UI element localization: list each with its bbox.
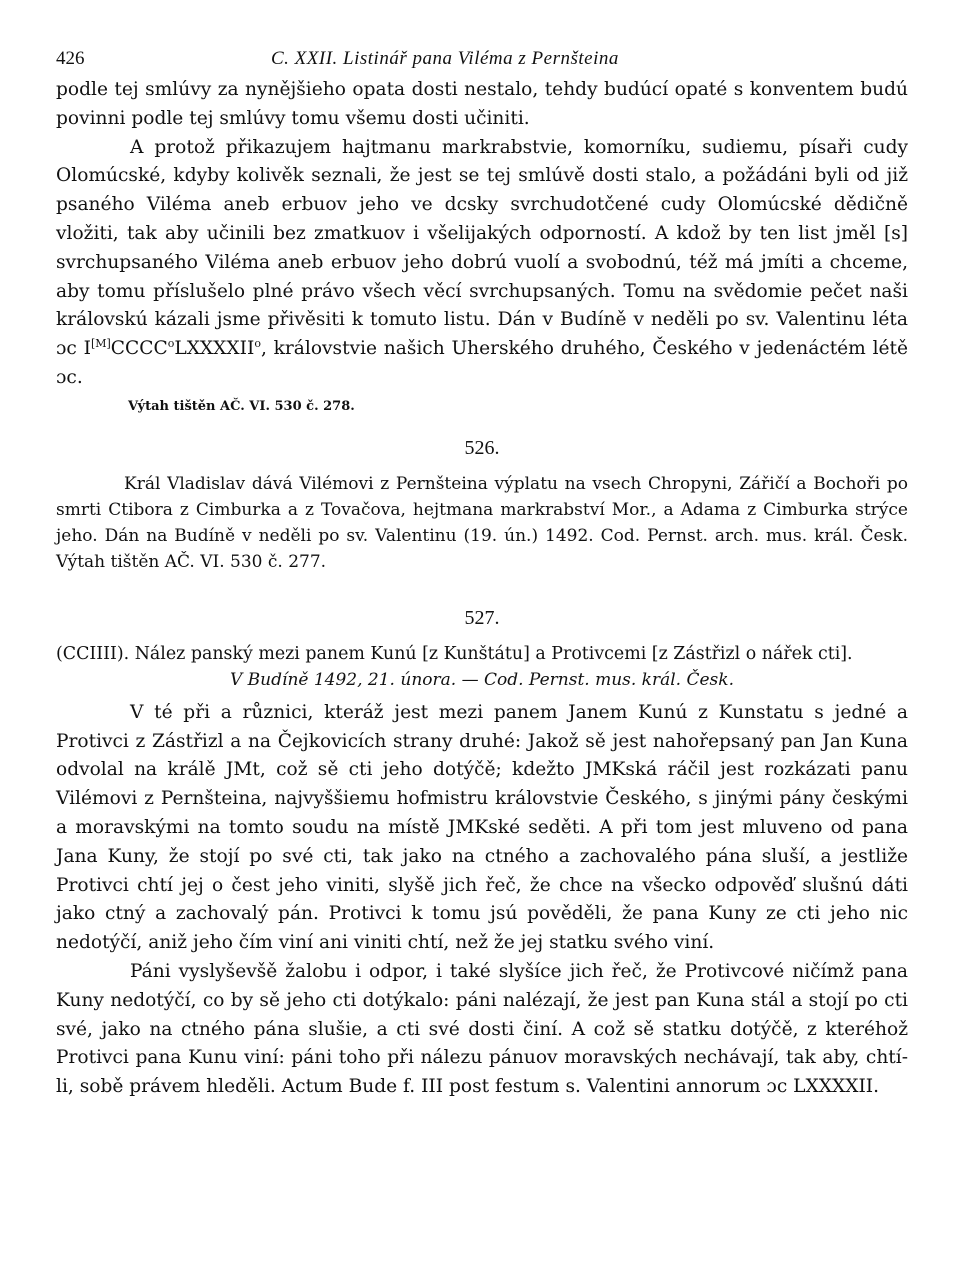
superscript-o-2: o: [254, 336, 261, 350]
paragraph-order: [56, 134, 908, 393]
paragraph-order-text: A protož přikazujem hajtmanu markrabstvie, komorníku, sudiemu, písaři cudy Olomúcské, kdyby kolivěk seznali, že jest se tej smlúvě dosti stalo, a požádáni byli od již psaného Viléma aneb erbuov jeho ve dcsky svrchudotčené cudy Olomúcské dědičně vložiti, tak aby učinili bez zmatkuov i všelijakých odporností. A kdož by ten list jměl [s] svrchupsaného Viléma aneb erbuov jeho dobrú vuolí a svobodnú, též má jmíti a chceme, aby tomu příslušelo plné právo všech věcí svrchupsaných. Tomu na svědomie pečet naši královskú kázali jsme přivěsiti k tomuto listu. Dán v Budíně v neděli po sv. Valentinu léta ɔc I: [56, 136, 908, 360]
heading-527: (CCIIII). Nález panský mezi panem Kunú [z Kunštátu] a Protivcemi [z Zástřizl o nářek cti].: [56, 643, 853, 664]
page-number: 426: [56, 48, 85, 69]
page-header: [56, 44, 908, 76]
paragraph-527-2: Páni vyslyševšě žalobu i odpor, i také slyšíce jich řeč, že Protivcové ničímž pana Kuny nedotýčí, co by sě jeho cti dotýkalo: páni nalézají, že jest pan Kuna stál a stojí po cti své, jako na ctného pána slušie, a cti své dosti činí. A což sě statku dotýčě, z kteréhož Protivci pana Kunu viní: páni toho při nálezu pánuov moravských nechávají, tak aby, chtí-li, sobě právem hleděli. Actum Bude f. III post festum s. Valentini annorum ɔc LXXXXII.: [56, 960, 908, 1098]
document-number-527: 527.: [464, 606, 500, 629]
year-part-lxxxxii: LXXXXII: [174, 338, 255, 360]
document-number-526: 526.: [464, 436, 500, 459]
superscript-m: [M]: [90, 336, 111, 350]
continuation-text: [56, 76, 908, 393]
paragraph-order-end: , královstvie našich Uherského druhého, Českého v jedenáctém létě ɔc.: [56, 338, 908, 388]
superscript-o-1: o: [167, 336, 175, 350]
paragraph-527-1: V té při a různici, kteráž jest mezi panem Janem Kunú z Kunstatu s jedné a Protivci z Zástřizl a na Čejkovicích strany druhé: Jakož sě jest nahořepsaný pan Jan Kuna odvolal na králě JMt, což sě cti jeho dotýčě; kdežto JMKská ráčil jest rozkázati panu Vilémovi z Pernšteina, najvyššiemu hofmistru královstvie Českého, s jinými pány českými a moravskými na tomto soudu na místě JMKské seděti. A při tom jest mluveno od pana Jana Kuny, že stojí po své cti, tak jako na ctného a zachovalého pána sluší, a jestliže Protivci chtí jej o čest jeho viniti, slyšě jich řeč, že chce na všecko odpověď slušnú dáti jako ctný a zachovalý pán. Protivci k tomu jsú pověděli, že pana Kuny ze cti jeho nic nedotýčí, aniž jeho čím viní ani viniti chtí, než že jej statku svého viní.: [56, 701, 908, 954]
running-title: C. XXII. Listinář pana Viléma z Pernšteina: [271, 48, 619, 69]
regest-526-text: Král Vladislav dává Vilémovi z Pernšteina výplatu na vsech Chropyni, Zářičí a Bochoři po smrti Ctibora z Cimburka a z Tovačova, hejtmana markrabství Mor., a Adama z Cimburka strýce jeho. Dán na Budíně v neděli po sv. Valentinu (19. ún.) 1492. Cod. Pernst. arch. mus. král. Česk. Výtah tištěn AČ. VI. 530 č. 277.: [56, 473, 908, 572]
year-part-cccc: CCCC: [110, 338, 168, 360]
subheading-527: V Budíně 1492, 21. února. — Cod. Pernst. mus. král. Česk.: [230, 669, 734, 690]
document-527-text: [56, 699, 908, 1102]
extract-note: Výtah tištěn AČ. VI. 530 č. 278.: [128, 398, 355, 414]
regest-526: [56, 471, 908, 575]
document-page: [56, 44, 908, 1102]
paragraph-continuation: podle tej smlúvy za nynějšieho opata dosti nestalo, tehdy budúcí opaté s konventem budú povinni podle tej smlúvy tomu všemu dosti učiniti.: [56, 79, 908, 129]
